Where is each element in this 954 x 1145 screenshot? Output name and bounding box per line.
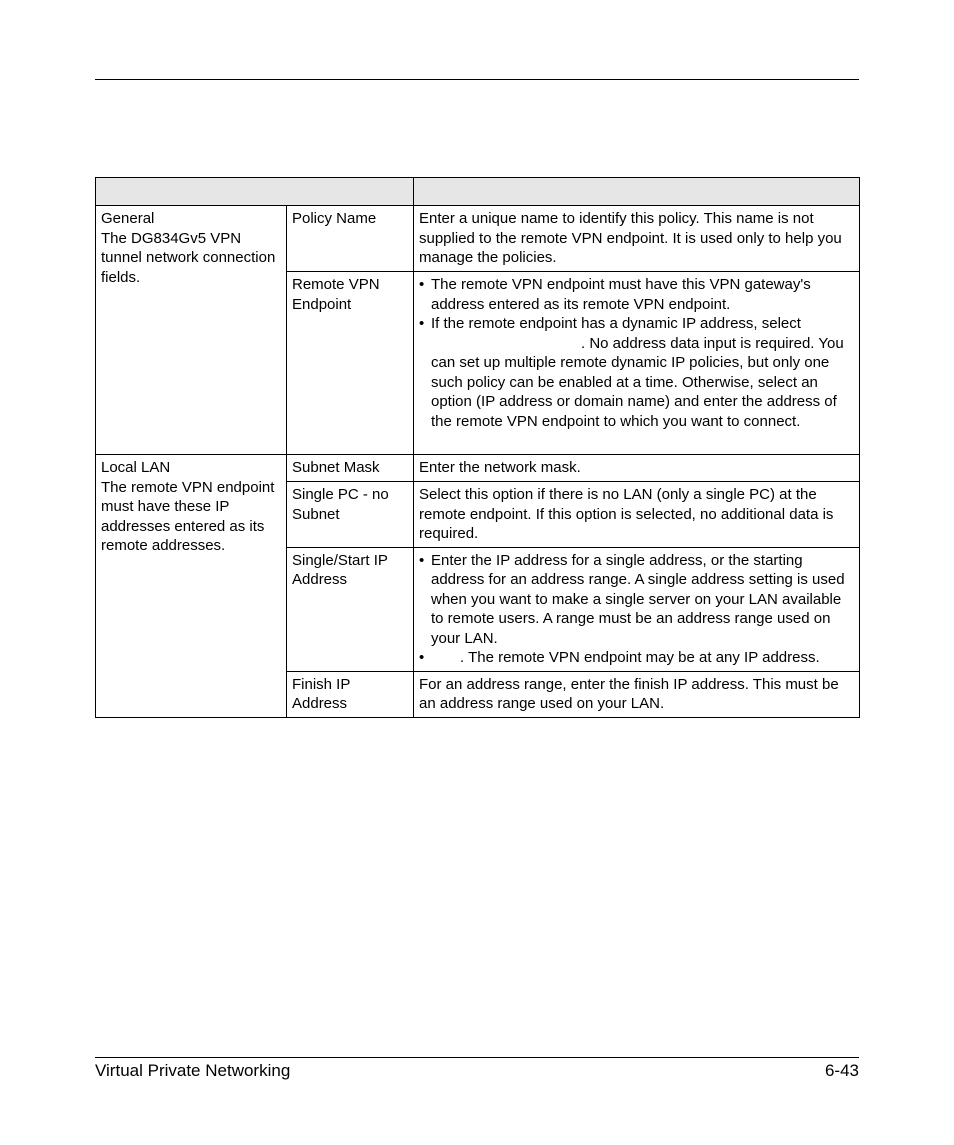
group-cell-general	[96, 206, 287, 455]
group-cell-local-lan	[96, 455, 287, 718]
setting-description-cell: For an address range, enter the finish IP address. This must be an address range used on your LAN.	[414, 671, 860, 717]
setting-description-cell: Enter a unique name to identify this policy. This name is not supplied to the remote VPN endpoint. It is used only to help you manage the policies.	[414, 206, 860, 272]
footer-page-number: 6-43	[824, 1061, 859, 1080]
setting-description-cell: Select this option if there is no LAN (only a single PC) at the remote endpoint. If this option is selected, no additional data is required.	[414, 482, 860, 548]
setting-description-cell	[414, 547, 860, 671]
header-cell-settings	[96, 178, 414, 206]
footer-section-title: Virtual Private Networking	[95, 1061, 291, 1080]
setting-description-cell	[414, 272, 860, 455]
list-item-text: . The remote VPN endpoint may be at any IP address.	[460, 649, 820, 666]
setting-name-cell: Finish IP Address	[287, 671, 414, 717]
group-description: The DG834Gv5 VPN tunnel network connection fields.	[101, 229, 276, 286]
header-cell-description	[414, 178, 860, 206]
bullet-list	[419, 275, 854, 431]
group-title: Local LAN	[101, 459, 171, 476]
group-description: The remote VPN endpoint must have these IP addresses entered as its remote addresses.	[101, 478, 275, 554]
list-item	[419, 314, 854, 431]
list-item	[419, 648, 854, 668]
setting-name-cell: Remote VPN Endpoint	[287, 272, 414, 455]
group-title: General	[101, 210, 155, 227]
table-row	[96, 206, 860, 272]
setting-name-cell: Subnet Mask	[287, 455, 414, 482]
header-rule	[95, 79, 859, 80]
setting-name-cell: Policy Name	[287, 206, 414, 272]
setting-description-cell: Enter the network mask.	[414, 455, 860, 482]
list-item: • Enter the IP address for a single address, or the starting address for an address range. A single address setting is used when you want to make a single server on your LAN available to remote users. A range must be an address range used on your LAN.	[419, 551, 854, 649]
table-header-row	[96, 178, 860, 206]
list-item-text: . No address data input is required. You can set up multiple remote dynamic IP policies, but only one such policy can be enabled at a time. Otherwise, select an option (IP address or domain name) and enter the address of the remote VPN endpoint to which you want to connect.	[431, 334, 844, 430]
setting-name-cell: Single PC - no Subnet	[287, 482, 414, 548]
footer-rule	[95, 1057, 859, 1058]
setting-name-cell: Single/Start IP Address	[287, 547, 414, 671]
bullet-list	[419, 551, 854, 668]
table-row	[96, 455, 860, 482]
list-item: • The remote VPN endpoint must have this VPN gateway's address entered as its remote VPN endpoint.	[419, 275, 854, 314]
list-item-text: If the remote endpoint has a dynamic IP address, select	[431, 315, 801, 332]
vpn-policy-settings-table	[95, 177, 860, 718]
